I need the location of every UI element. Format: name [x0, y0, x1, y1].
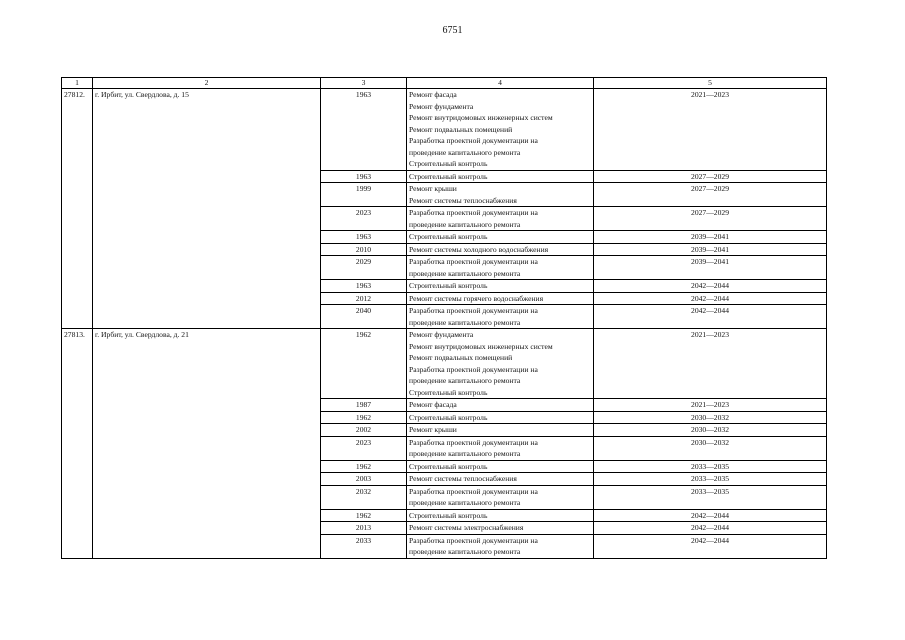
work-item: проведение капитального ремонта	[409, 268, 521, 278]
house-address-cell: г. Ирбит, ул. Свердлова, д. 15	[93, 89, 321, 329]
work-item: проведение капитального ремонта	[409, 219, 521, 229]
year-cell: 1999	[321, 183, 407, 207]
table-body	[62, 89, 827, 559]
column-header-5: 5	[594, 78, 827, 89]
works-cell	[407, 256, 594, 280]
work-item: Ремонт системы горячего водоснабжения	[409, 293, 544, 303]
work-item: Разработка проектной документации на	[409, 257, 538, 266]
works-cell	[407, 305, 594, 329]
work-item: Разработка проектной документации на	[409, 535, 538, 545]
column-header-4: 4	[407, 78, 594, 89]
work-item: Строительный контроль	[409, 510, 488, 520]
period-cell: 2021—2023	[594, 399, 827, 412]
period-cell: 2027—2029	[594, 207, 827, 231]
year-cell: 2003	[321, 473, 407, 486]
work-item: Ремонт подвальных помещений	[409, 124, 513, 134]
work-item: Строительный контроль	[409, 171, 488, 181]
year-cell: 1963	[321, 280, 407, 293]
column-header-1: 1	[62, 78, 93, 89]
works-cell	[407, 534, 594, 558]
work-item: Строительный контроль	[409, 461, 488, 471]
year-cell: 2023	[321, 207, 407, 231]
work-item: проведение капитального ремонта	[409, 547, 521, 556]
year-cell: 2010	[321, 243, 407, 256]
works-cell	[407, 509, 594, 522]
works-cell	[407, 473, 594, 486]
house-number-cell: 27813.	[62, 329, 93, 559]
period-cell: 2030—2032	[594, 436, 827, 460]
period-cell: 2042—2044	[594, 522, 827, 535]
period-cell: 2042—2044	[594, 280, 827, 293]
works-cell	[407, 329, 594, 399]
work-item: Строительный контроль	[409, 412, 488, 422]
column-header-3: 3	[321, 78, 407, 89]
work-item: Строительный контроль	[409, 387, 488, 397]
work-item: Ремонт подвальных помещений	[409, 353, 513, 362]
work-item: проведение капитального ремонта	[409, 376, 521, 385]
work-item: проведение капитального ремонта	[409, 449, 521, 458]
works-cell	[407, 399, 594, 412]
year-cell: 1963	[321, 89, 407, 171]
table-row	[62, 329, 827, 399]
work-item: Строительный контроль	[409, 281, 488, 290]
works-cell	[407, 243, 594, 256]
year-cell: 2033	[321, 534, 407, 558]
work-item: Ремонт фундамента	[409, 101, 474, 111]
work-item: Разработка проектной документации на	[409, 437, 538, 447]
work-item: Ремонт фундамента	[409, 330, 474, 339]
works-cell	[407, 460, 594, 473]
work-item: Строительный контроль	[409, 159, 488, 168]
work-item: Ремонт системы теплоснабжения	[409, 195, 517, 205]
work-item: Ремонт внутридомовых инженерных систем	[409, 113, 553, 122]
period-cell: 2030—2032	[594, 424, 827, 437]
year-cell: 2029	[321, 256, 407, 280]
year-cell: 1962	[321, 329, 407, 399]
work-item: Ремонт внутридомовых инженерных систем	[409, 341, 553, 351]
period-cell: 2033—2035	[594, 460, 827, 473]
works-cell	[407, 436, 594, 460]
works-cell	[407, 207, 594, 231]
period-cell: 2042—2044	[594, 509, 827, 522]
work-item: Ремонт фасада	[409, 400, 457, 409]
year-cell: 2040	[321, 305, 407, 329]
year-cell: 2032	[321, 485, 407, 509]
capital-repair-table	[61, 77, 827, 559]
work-item: Разработка проектной документации на	[409, 306, 538, 315]
period-cell: 2042—2044	[594, 292, 827, 305]
work-item: Разработка проектной документации на	[409, 364, 538, 374]
period-cell: 2021—2023	[594, 89, 827, 171]
work-item: проведение капитального ремонта	[409, 498, 521, 507]
period-cell: 2042—2044	[594, 305, 827, 329]
column-header-2: 2	[93, 78, 321, 89]
column-number-row	[62, 78, 827, 89]
house-address-cell: г. Ирбит, ул. Свердлова, д. 21	[93, 329, 321, 559]
year-cell: 2013	[321, 522, 407, 535]
period-cell: 2039—2041	[594, 256, 827, 280]
period-cell: 2033—2035	[594, 485, 827, 509]
works-cell	[407, 89, 594, 171]
house-number-cell: 27812.	[62, 89, 93, 329]
year-cell: 1962	[321, 509, 407, 522]
work-item: Ремонт системы электроснабжения	[409, 523, 524, 532]
period-cell: 2027—2029	[594, 183, 827, 207]
works-cell	[407, 522, 594, 535]
period-cell: 2027—2029	[594, 170, 827, 183]
year-cell: 2023	[321, 436, 407, 460]
work-item: Разработка проектной документации на	[409, 136, 538, 145]
period-cell: 2039—2041	[594, 231, 827, 244]
works-cell	[407, 424, 594, 437]
year-cell: 1963	[321, 170, 407, 183]
work-item: Ремонт системы теплоснабжения	[409, 474, 517, 483]
works-cell	[407, 292, 594, 305]
work-item: Ремонт фасада	[409, 90, 457, 99]
period-cell: 2042—2044	[594, 534, 827, 558]
period-cell: 2030—2032	[594, 411, 827, 424]
works-cell	[407, 485, 594, 509]
period-cell: 2033—2035	[594, 473, 827, 486]
work-item: Ремонт крыши	[409, 425, 457, 434]
page-number: 6751	[442, 25, 463, 36]
year-cell: 2012	[321, 292, 407, 305]
work-item: Ремонт крыши	[409, 184, 457, 193]
work-item: проведение капитального ремонта	[409, 317, 521, 327]
year-cell: 1962	[321, 411, 407, 424]
works-cell	[407, 411, 594, 424]
work-item: Ремонт системы холодного водоснабжения	[409, 244, 549, 254]
work-item: Строительный контроль	[409, 232, 488, 241]
works-cell	[407, 280, 594, 293]
work-item: проведение капитального ремонта	[409, 147, 521, 157]
work-item: Разработка проектной документации на	[409, 486, 538, 496]
year-cell: 1962	[321, 460, 407, 473]
period-cell: 2021—2023	[594, 329, 827, 399]
year-cell: 2002	[321, 424, 407, 437]
table-row	[62, 89, 827, 171]
work-item: Разработка проектной документации на	[409, 208, 538, 217]
works-cell	[407, 183, 594, 207]
works-cell	[407, 231, 594, 244]
works-cell	[407, 170, 594, 183]
period-cell: 2039—2041	[594, 243, 827, 256]
year-cell: 1987	[321, 399, 407, 412]
year-cell: 1963	[321, 231, 407, 244]
